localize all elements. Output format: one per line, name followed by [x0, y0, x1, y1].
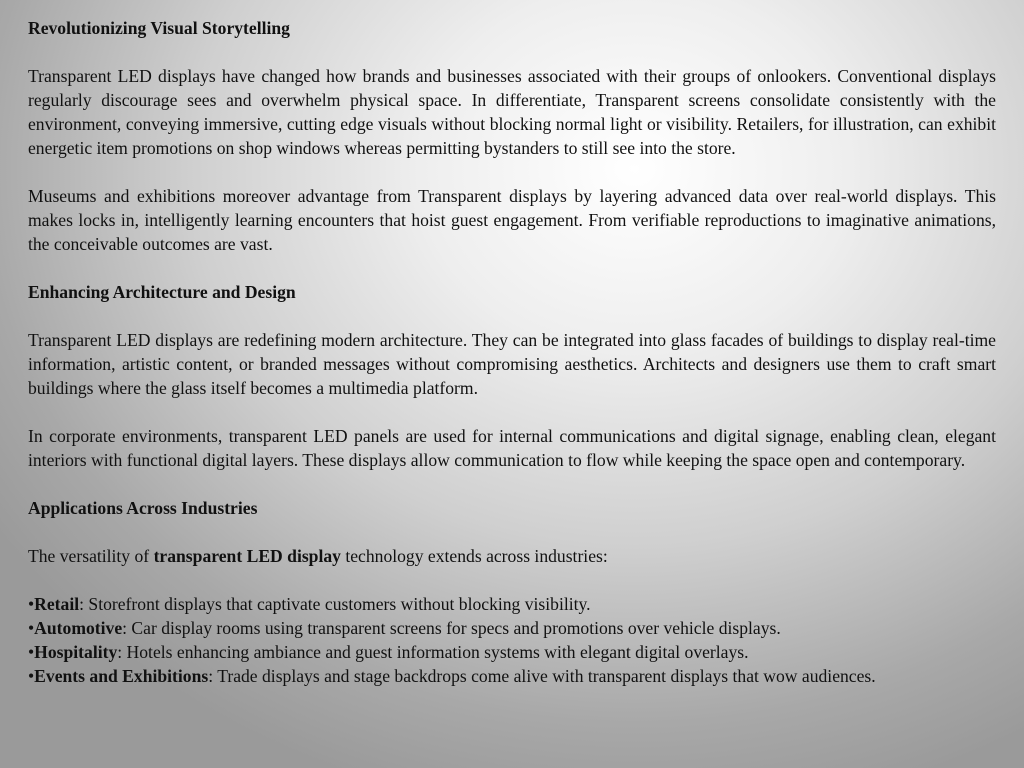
spacer — [28, 256, 996, 280]
paragraph: Transparent LED displays have changed how brands and businesses associated with their groups of onlookers. Conventional displays regularly discourage sees and overwhelm physical space. In differentiate, Transparent screens consolidate consistently with the environment, conveying immersive, cutting edge visuals without blocking normal light or visibility. Retailers, for illustration, can exhibit energetic item promotions on shop windows whereas permitting bystanders to still see into the store. — [28, 66, 996, 158]
list-item-text: : Storefront displays that captivate customers without blocking visibility. — [79, 594, 591, 614]
spacer — [28, 40, 996, 64]
paragraph: In corporate environments, transparent LED panels are used for internal communications and digital signage, enabling clean, elegant interiors with functional digital layers. These displays allow communication to flow while keeping the space open and contemporary. — [28, 426, 996, 470]
intro-paragraph — [28, 544, 996, 568]
bullet-icon: • — [28, 666, 35, 686]
paragraph: Transparent LED displays are redefining modern architecture. They can be integrated into glass facades of buildings to display real-time information, artistic content, or branded messages without compromising aesthetics. Architects and designers use them to craft smart buildings where the glass itself becomes a multimedia platform. — [28, 330, 996, 398]
slide-content — [28, 16, 996, 688]
list-item-term: Hospitality — [34, 642, 118, 662]
spacer — [28, 160, 996, 184]
list-item-term: Retail — [34, 594, 80, 614]
bullet-icon: • — [28, 594, 35, 614]
spacer — [28, 520, 996, 544]
industry-list — [28, 592, 996, 688]
paragraph: Museums and exhibitions moreover advantage from Transparent displays by layering advanced data over real-world displays. This makes locks in, intelligently learning encounters that hoist guest engagement. From verifiable reproductions to imaginative animations, the conceivable outcomes are vast. — [28, 186, 996, 254]
list-item — [28, 616, 996, 640]
spacer — [28, 304, 996, 328]
bullet-icon: • — [28, 618, 35, 638]
list-item-term: Automotive — [34, 618, 123, 638]
list-item — [28, 640, 996, 664]
list-item-text: : Car display rooms using transparent screens for specs and promotions over vehicle displays. — [122, 618, 781, 638]
section-heading-storytelling: Revolutionizing Visual Storytelling — [28, 18, 290, 38]
intro-text-after: technology extends across industries: — [340, 546, 608, 566]
list-item — [28, 592, 996, 616]
list-item-term: Events and Exhibitions — [34, 666, 209, 686]
list-item-text: : Trade displays and stage backdrops come alive with transparent displays that wow audiences. — [208, 666, 876, 686]
spacer — [28, 568, 996, 592]
section-heading-architecture: Enhancing Architecture and Design — [28, 282, 296, 302]
bullet-icon: • — [28, 642, 35, 662]
list-item-text: : Hotels enhancing ambiance and guest information systems with elegant digital overlays. — [117, 642, 749, 662]
section-heading-applications: Applications Across Industries — [28, 498, 258, 518]
intro-text-before: The versatility of — [28, 546, 154, 566]
list-item — [28, 664, 996, 688]
intro-link-text: transparent LED display — [153, 546, 341, 566]
spacer — [28, 472, 996, 496]
spacer — [28, 400, 996, 424]
